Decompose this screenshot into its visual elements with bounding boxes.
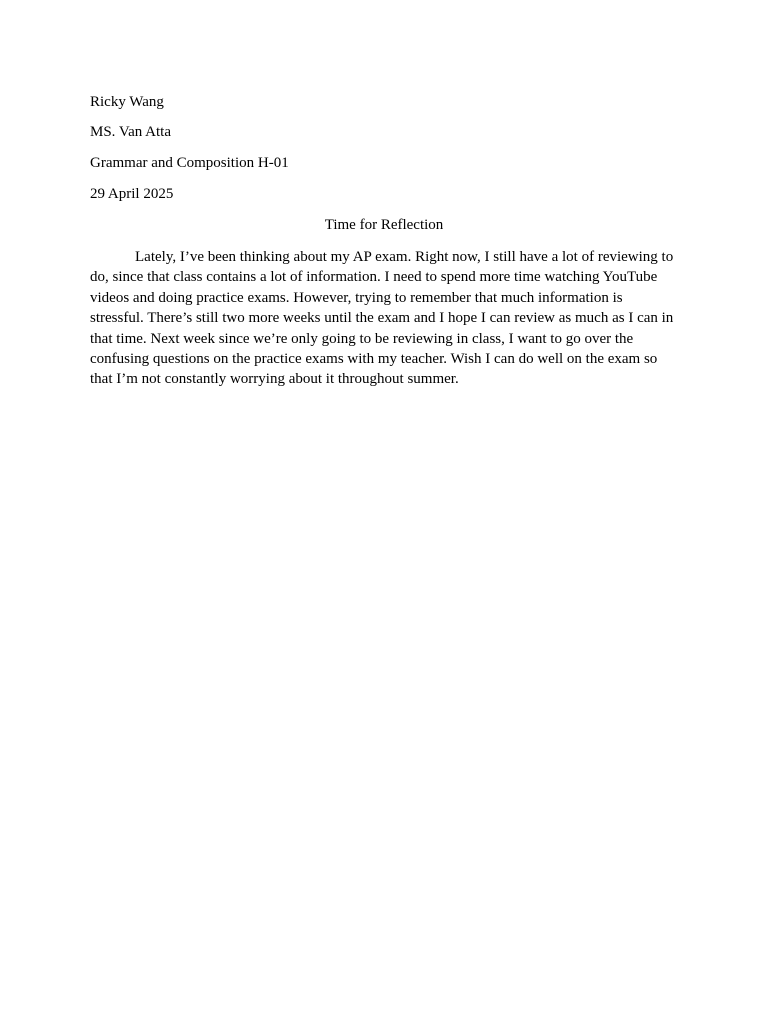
essay-paragraph: Lately, I’ve been thinking about my AP exam. Right now, I still have a lot of reviewing to do, since that class contains a lot of information. I need to spend more time watching YouTube videos and doing practice exams. However, trying to remember that much information is stressful. There’s still two more weeks until the exam and I hope I can review as much as I can in that time. Next week since we’re only going to be reviewing in class, I want to go over the confusing questions on the practice exams with my teacher. Wish I can do well on the exam so that I’m not constantly worrying about it throughout summer. bbox=[90, 249, 674, 388]
essay-title: Time for Reflection bbox=[324, 217, 444, 233]
course-name: Grammar and Composition H-01 bbox=[90, 155, 289, 171]
document-date: 29 April 2025 bbox=[90, 186, 174, 202]
student-name: Ricky Wang bbox=[90, 94, 164, 110]
teacher-name: MS. Van Atta bbox=[90, 124, 171, 140]
